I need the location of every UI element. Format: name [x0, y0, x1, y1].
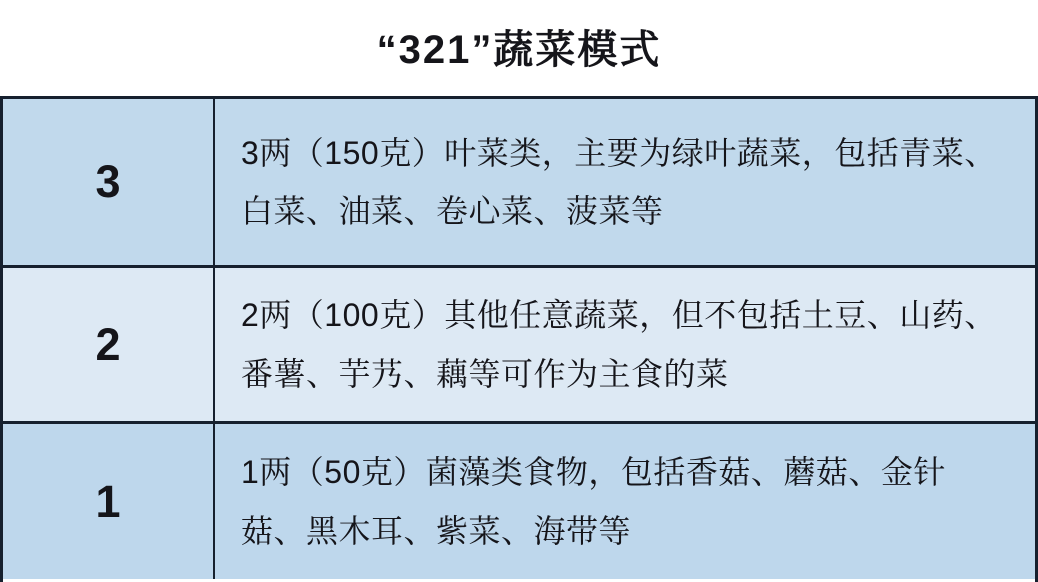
table-row — [3, 268, 1035, 424]
page-title: “321”蔬菜模式 — [376, 28, 662, 72]
table-row — [3, 99, 1035, 268]
row-amount-cell: 1 — [3, 424, 215, 579]
vegetable-pattern-table — [0, 96, 1038, 582]
row-description-cell: 2两（100克）其他任意蔬菜，但不包括土豆、山药、番薯、芋艿、藕等可作为主食的菜 — [241, 297, 997, 392]
row-description-cell: 1两（50克）菌藻类食物，包括香菇、蘑菇、金针菇、黑木耳、紫菜、海带等 — [241, 454, 946, 549]
row-description-cell: 3两（150克）叶菜类，主要为绿叶蔬菜，包括青菜、白菜、油菜、卷心菜、菠菜等 — [241, 134, 997, 229]
row-amount-cell: 2 — [3, 268, 215, 421]
row-amount-cell: 3 — [3, 99, 215, 265]
table-row — [3, 424, 1035, 579]
